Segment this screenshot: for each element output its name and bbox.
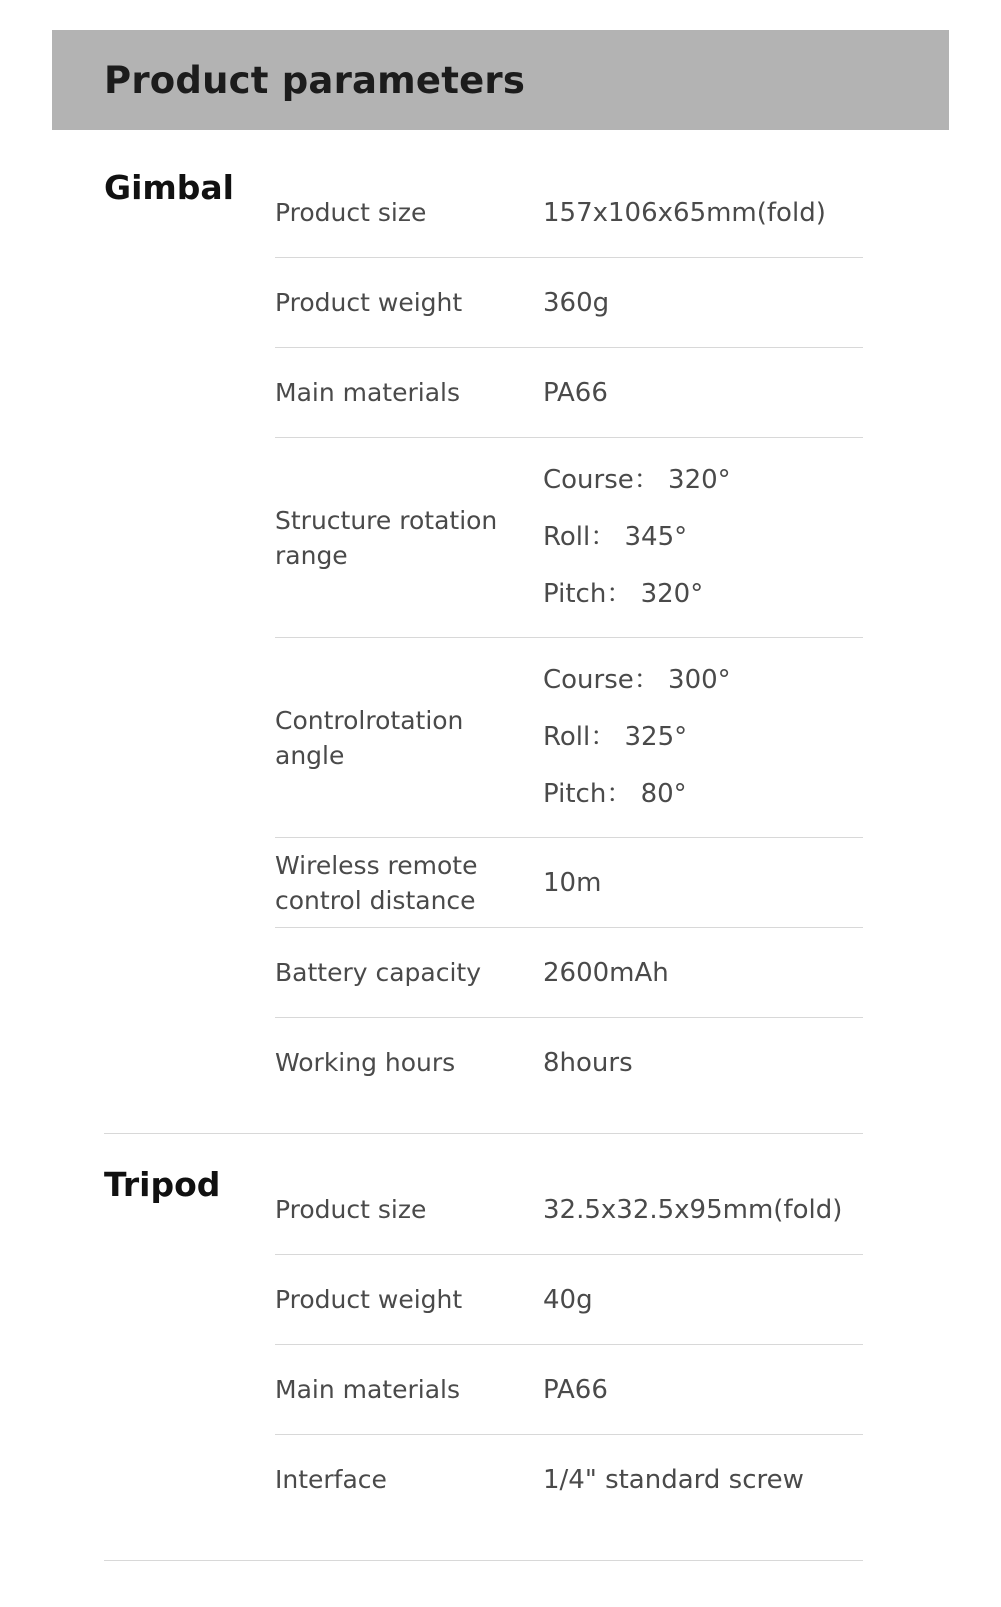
spec-rows-tripod [275,1165,863,1525]
spec-value-line: Course： 300° [543,665,731,695]
table-row [275,168,863,258]
table-row [275,258,863,348]
spec-value-line: Pitch： 80° [543,779,687,809]
spec-section-gimbal [0,168,1001,1108]
table-row [275,1018,863,1108]
spec-key: Controlrotation angle [275,705,464,770]
spec-value-line: Course： 320° [543,465,731,495]
spec-value-line: Roll： 345° [543,522,688,552]
table-row [275,1255,863,1345]
spec-key: Product size [275,1194,427,1224]
table-row [275,638,863,838]
spec-key: Wireless remote control distance [275,850,478,915]
spec-value: 8hours [543,1048,633,1078]
spec-value: PA66 [543,377,608,408]
spec-value: 1/4" standard screw [543,1465,804,1495]
spec-value [543,452,863,623]
group-label-gimbal: Gimbal [104,168,234,207]
spec-value: 2600mAh [543,957,669,988]
page-title: Product parameters [104,58,526,102]
spec-key: Product weight [275,287,463,317]
table-row [275,1435,863,1525]
spec-rows-gimbal [275,168,863,1108]
group-label-tripod: Tripod [104,1165,221,1204]
spec-value-line: Roll： 325° [543,722,688,752]
spec-value: 40g [543,1284,593,1315]
spec-value [543,652,863,823]
spec-key: Main materials [275,1374,460,1404]
section-divider [104,1133,863,1134]
table-row [275,838,863,928]
spec-value: 10m [543,867,602,898]
bottom-divider [104,1560,863,1561]
spec-value-line: Pitch： 320° [543,579,704,609]
spec-value: 157x106x65mm(fold) [543,197,826,228]
spec-key: Interface [275,1465,387,1494]
spec-key: Battery capacity [275,957,482,987]
spec-value: 32.5x32.5x95mm(fold) [543,1194,843,1225]
table-row [275,1165,863,1255]
header-banner [52,30,949,130]
spec-value: 360g [543,287,610,318]
spec-key: Structure rotation range [275,505,498,570]
spec-key: Working hours [275,1048,456,1077]
spec-section-tripod [0,1165,1001,1525]
spec-key: Product weight [275,1284,463,1314]
spec-key: Main materials [275,377,460,407]
table-row [275,348,863,438]
table-row [275,1345,863,1435]
spec-key: Product size [275,197,427,227]
table-row [275,438,863,638]
table-row [275,928,863,1018]
spec-value: PA66 [543,1374,608,1405]
